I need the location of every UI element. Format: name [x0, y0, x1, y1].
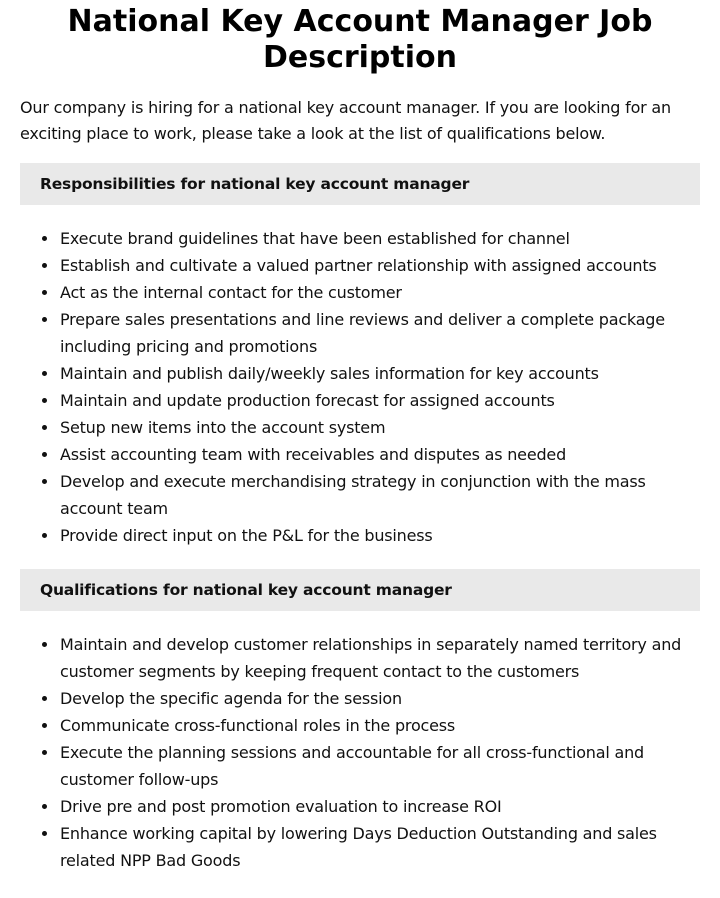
- responsibility-item: Act as the internal contact for the customer: [60, 279, 700, 306]
- qualification-item: Execute the planning sessions and accountable for all cross-functional and customer follow-ups: [60, 739, 700, 793]
- responsibility-item: Setup new items into the account system: [60, 414, 700, 441]
- responsibility-item: Maintain and update production forecast for assigned accounts: [60, 387, 700, 414]
- qualification-item: Maintain and develop customer relationships in separately named territory and customer segments by keeping frequent contact to the customers: [60, 631, 700, 685]
- responsibilities-heading: Responsibilities for national key account manager: [20, 163, 700, 205]
- responsibility-item: Provide direct input on the P&L for the business: [60, 522, 700, 549]
- qualifications-list: [20, 631, 700, 874]
- qualification-item: Enhance working capital by lowering Days Deduction Outstanding and sales related NPP Bad Goods: [60, 820, 700, 874]
- responsibility-item: Execute brand guidelines that have been established for channel: [60, 225, 700, 252]
- qualification-item: Develop the specific agenda for the session: [60, 685, 700, 712]
- qualifications-heading: Qualifications for national key account manager: [20, 569, 700, 611]
- responsibility-item: Maintain and publish daily/weekly sales information for key accounts: [60, 360, 700, 387]
- page-title: National Key Account Manager Job Description: [67, 4, 653, 75]
- responsibility-item: Assist accounting team with receivables and disputes as needed: [60, 441, 700, 468]
- responsibility-item: Prepare sales presentations and line reviews and deliver a complete package including pricing and promotions: [60, 306, 700, 360]
- responsibilities-list: [20, 225, 700, 549]
- qualification-item: Communicate cross-functional roles in the process: [60, 712, 700, 739]
- responsibility-item: Develop and execute merchandising strategy in conjunction with the mass account team: [60, 468, 700, 522]
- qualification-item: Drive pre and post promotion evaluation to increase ROI: [60, 793, 700, 820]
- responsibility-item: Establish and cultivate a valued partner relationship with assigned accounts: [60, 252, 700, 279]
- intro-paragraph: Our company is hiring for a national key account manager. If you are looking for an exciting place to work, please take a look at the list of qualifications below.: [20, 98, 671, 143]
